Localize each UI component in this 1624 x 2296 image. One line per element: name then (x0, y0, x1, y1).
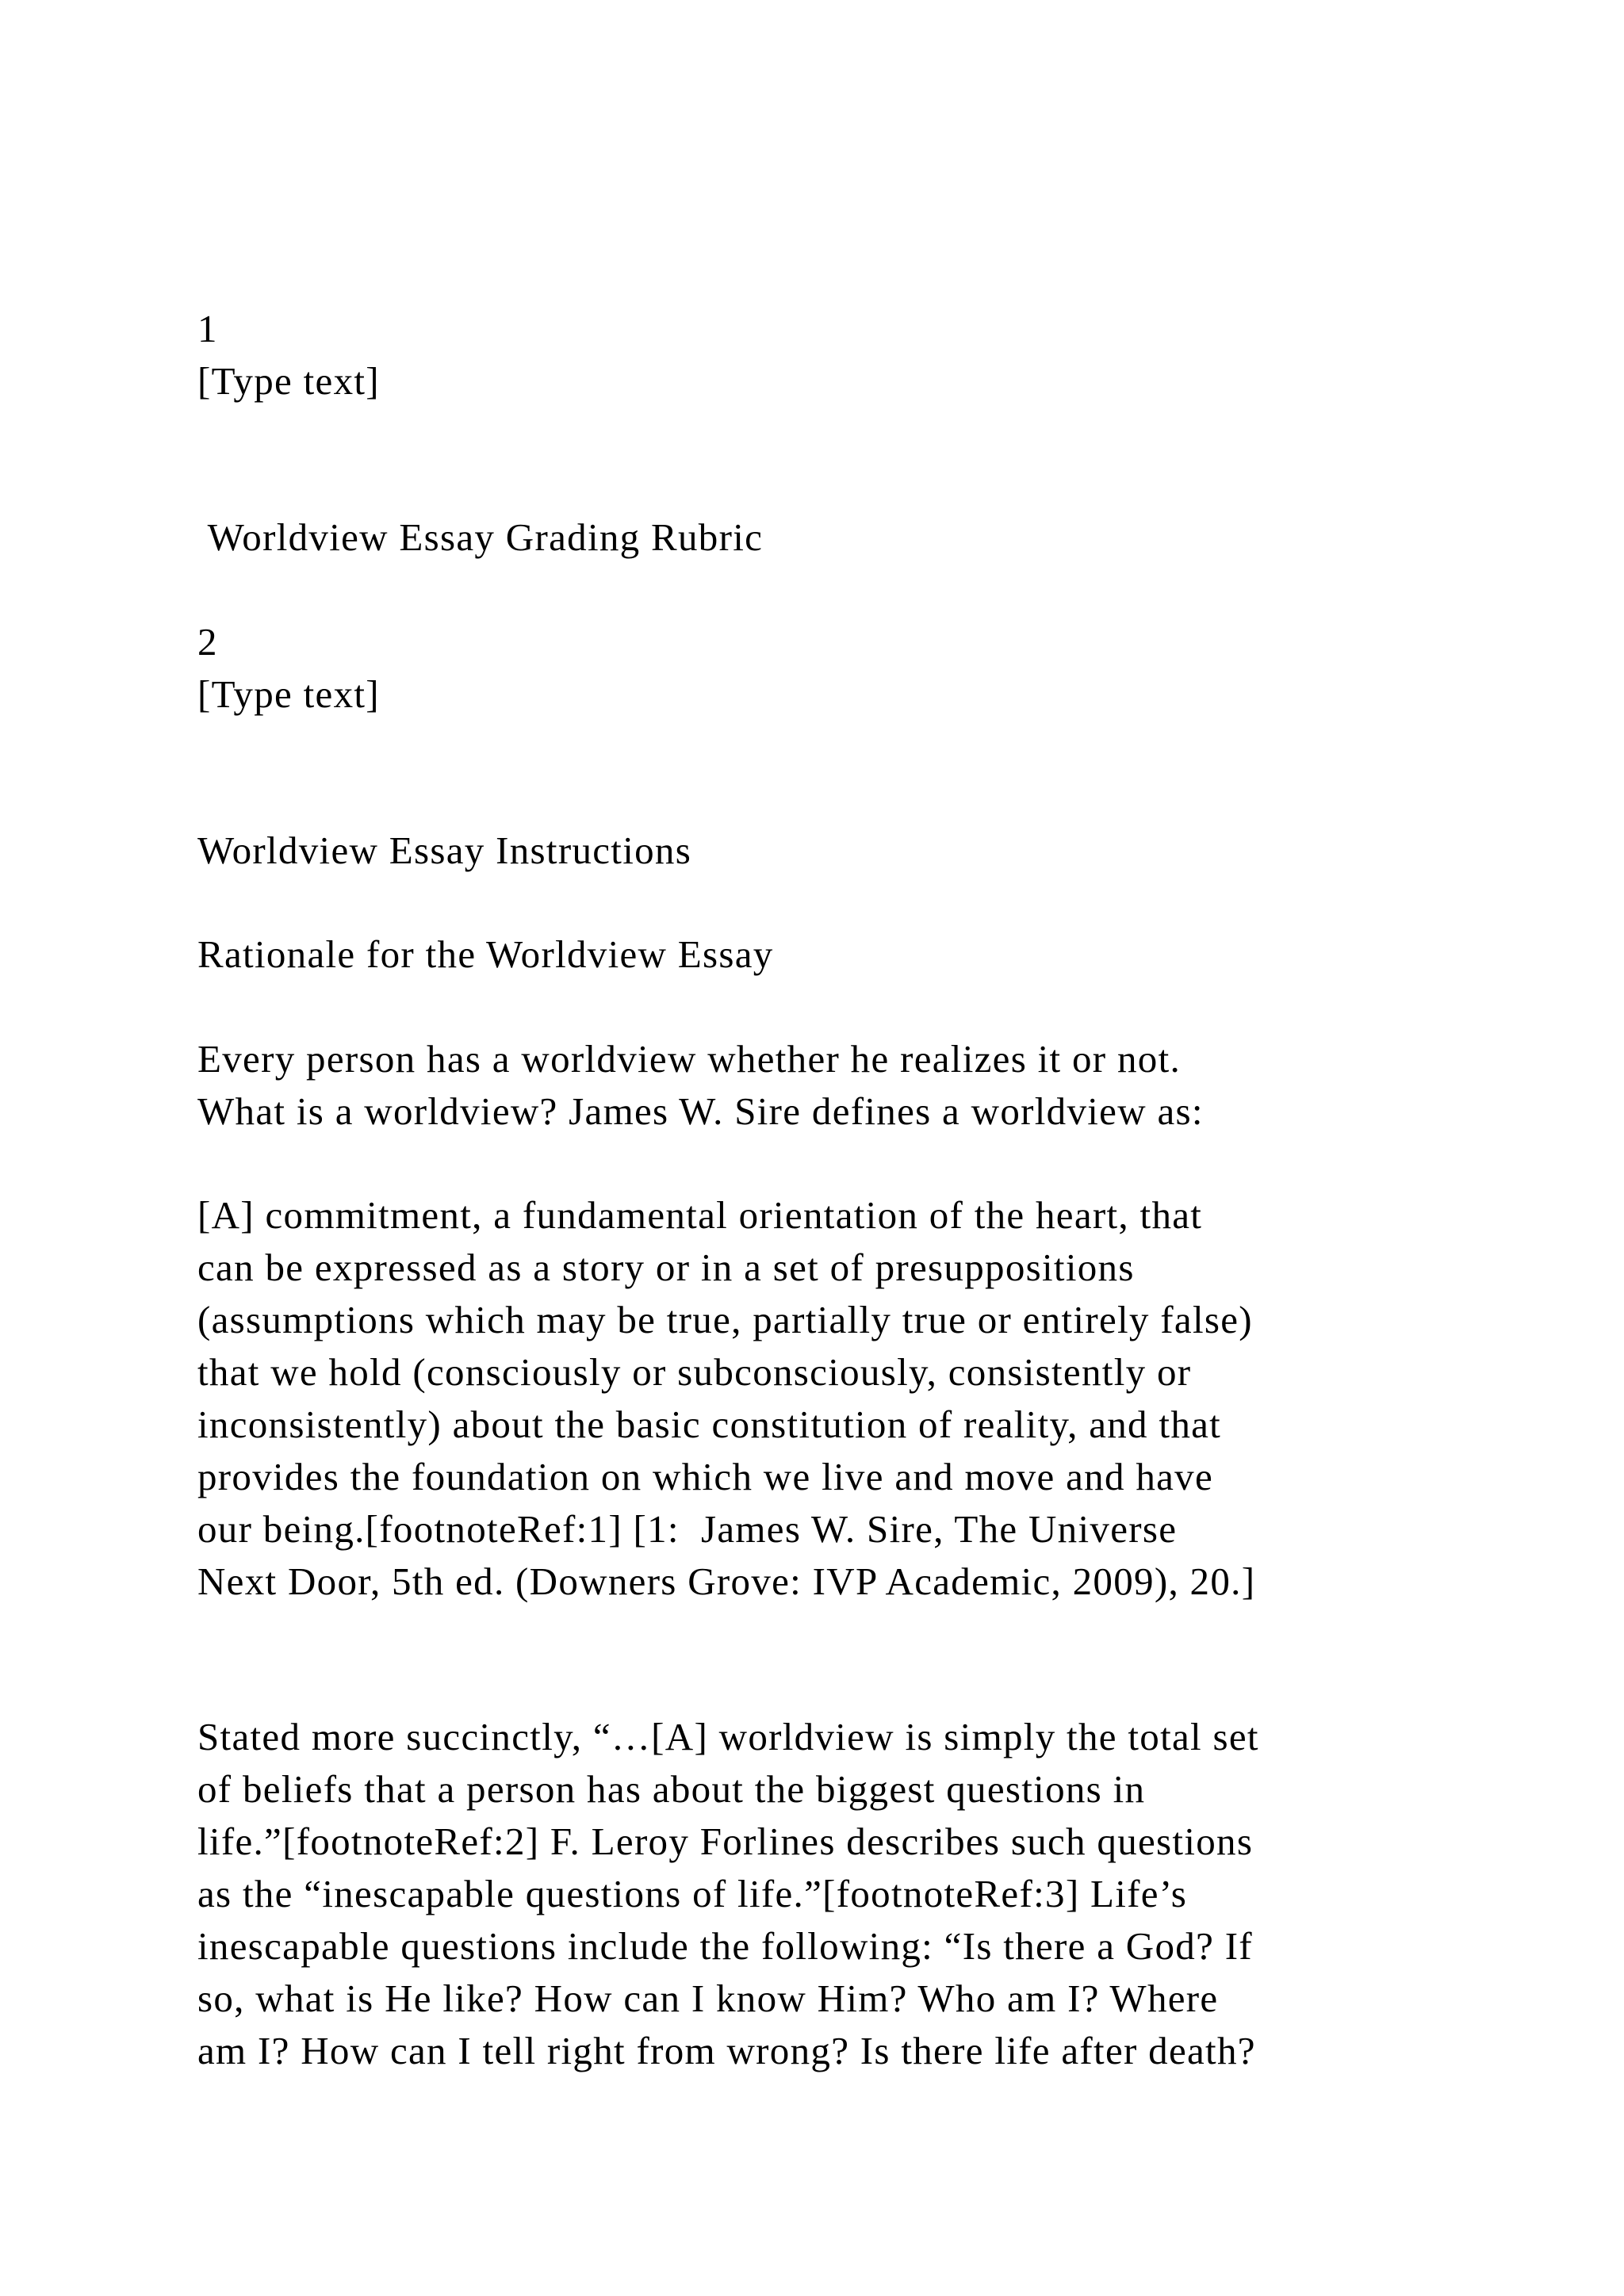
header-placeholder-2: [Type text] (197, 672, 380, 716)
paragraph-line: inescapable questions include the following: “Is there a God? If (197, 1924, 1253, 1968)
rubric-title: Worldview Essay Grading Rubric (197, 515, 764, 559)
paragraph-line: am I? How can I tell right from wrong? Is there life after death? (197, 2029, 1256, 2072)
header-placeholder-1: [Type text] (197, 359, 380, 403)
quote-line: that we hold (consciously or subconsciously, consistently or (197, 1350, 1192, 1394)
rationale-heading: Rationale for the Worldview Essay (197, 932, 774, 976)
quote-line: our being.[footnoteRef:1] [1: James W. Sire, The Universe (197, 1507, 1178, 1551)
intro-paragraph (197, 1033, 1204, 1138)
sire-quote (197, 1189, 1255, 1608)
paragraph-line: as the “inescapable questions of life.”[footnoteRef:3] Life’s (197, 1872, 1188, 1915)
instructions-heading: Worldview Essay Instructions (197, 828, 692, 872)
paragraph-line: Stated more succinctly, “…[A] worldview is simply the total set (197, 1715, 1259, 1758)
quote-line: Next Door, 5th ed. (Downers Grove: IVP Academic, 2009), 20.] (197, 1559, 1256, 1603)
paragraph-line: life.”[footnoteRef:2] F. Leroy Forlines describes such questions (197, 1820, 1254, 1863)
quote-line: inconsistently) about the basic constitution of reality, and that (197, 1402, 1222, 1446)
quote-line: can be expressed as a story or in a set of presuppositions (197, 1246, 1135, 1289)
header-page-number-2: 2 (197, 620, 218, 664)
header-page-number-1: 1 (197, 307, 218, 350)
quote-line: provides the foundation on which we live and move and have (197, 1455, 1214, 1498)
quote-line: [A] commitment, a fundamental orientation of the heart, that (197, 1193, 1203, 1237)
intro-line: Every person has a worldview whether he realizes it or not. (197, 1037, 1182, 1081)
paragraph-line: of beliefs that a person has about the biggest questions in (197, 1767, 1146, 1811)
quote-line: (assumptions which may be true, partially true or entirely false) (197, 1298, 1253, 1341)
paragraph-line: so, what is He like? How can I know Him? Who am I? Where (197, 1976, 1219, 2020)
succinct-paragraph (197, 1711, 1259, 2077)
intro-line: What is a worldview? James W. Sire defines a worldview as: (197, 1089, 1204, 1133)
